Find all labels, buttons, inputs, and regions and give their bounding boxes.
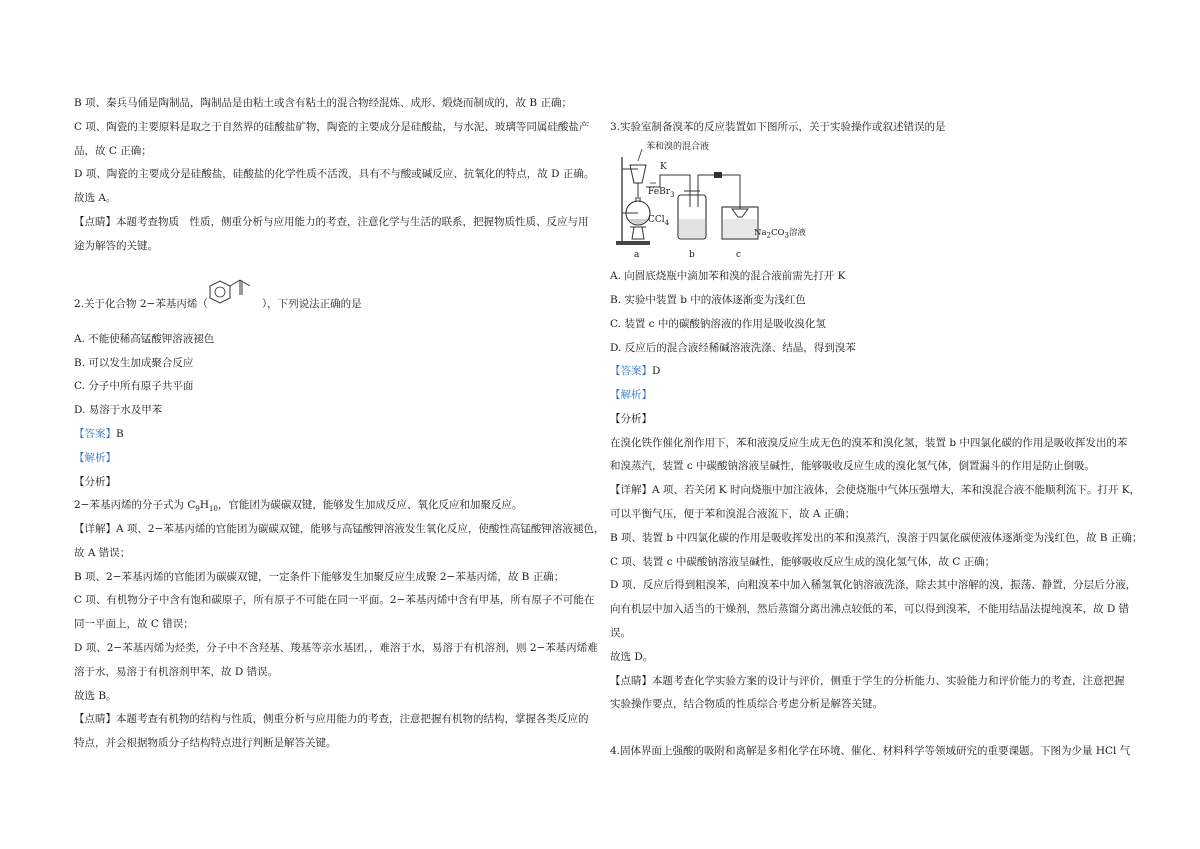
text-line: 【详解】A 项、2−苯基丙烯的官能团为碳碳双键，能够与高锰酸钾溶液发生氧化反应，使酸性高锰酸钾溶液褪色，: [74, 523, 605, 535]
text-line: B 项、秦兵马俑是陶制品，陶制品是由粘土或含有粘土的混合物经混炼、成形、煅烧而制成的，故 B 正确；: [74, 97, 572, 109]
label-febr3-sub: 3: [670, 190, 675, 199]
text-line: 同一平面上，故 C 错误；: [74, 618, 194, 630]
text-line: 品，故 C 正确；: [74, 145, 152, 157]
text-line: 故选 B。: [74, 690, 117, 702]
text-line: C 项、装置 c 中碳酸钠溶液呈碱性，能够吸收反应生成的溴化氢气体，故 C 正确；: [610, 556, 996, 568]
text-line: 误。: [610, 627, 631, 639]
answer-line: [610, 365, 660, 377]
text-line: D 项、反应后得到粗溴苯，向粗溴苯中加入稀氢氧化钠溶液洗涤，除去其中溶解的溴，振荡、静置，分层后分液，: [610, 579, 1137, 591]
fenxi-tag: 【分析】: [74, 476, 116, 488]
option-d: D. 易溶于水及甲苯: [74, 404, 163, 416]
label-ccl4: [648, 214, 669, 226]
text-line: 在溴化铁作催化剂作用下，苯和液溴反应生成无色的溴苯和溴化氢，装置 b 中四氯化碳的作用是吸收挥发出的苯: [610, 437, 1128, 449]
question-3-stem: 3.实验室制备溴苯的反应装置如下图所示，关于实验操作或叙述错误的是: [610, 121, 946, 133]
label-ccl4-sub: 4: [664, 218, 670, 227]
text-line: 向有机层中加入适当的干燥剂，然后蒸馏分离出沸点较低的苯，可以得到溴苯，不能用结晶法提纯溴苯，故 D 错: [610, 603, 1130, 615]
question-2-stem-b: ），下列说法正确的是: [261, 298, 362, 310]
text-line: C 项、有机物分子中含有饱和碳原子，所有原子不可能在同一平面。2−苯基丙烯中含有甲基，所有原子不可能在: [74, 594, 595, 606]
text-line: 故 A 错误；: [74, 547, 131, 559]
text-line: 特点，并会根据物质分子结构特点进行判断是解答关键。: [74, 737, 337, 749]
option-d: D. 反应后的混合液经稀碱溶液洗涤、结晶，得到溴苯: [610, 342, 856, 354]
label-na-sub: 2: [766, 231, 771, 240]
text-line: 【点睛】本题考查有机物的结构与性质，侧重分析与应用能力的考查，注意把握有机物的结构，掌握各类反应的: [74, 713, 589, 725]
answer-tag: 【答案】: [610, 365, 652, 377]
label-a: a: [634, 250, 640, 260]
option-c: C. 装置 c 中的碳酸钠溶液的作用是吸收溴化氢: [610, 318, 826, 330]
text-line: D 项、2−苯基丙烯为烃类，分子中不含羟基、羧基等亲水基团，，难溶于水，易溶于有机溶剂，则 2−苯基丙烯难: [74, 642, 598, 654]
analysis-tag: 【解析】: [610, 389, 652, 401]
apparatus-figure: [614, 139, 814, 261]
phenylpropene-structure-icon: [208, 277, 262, 311]
formula-line: [74, 499, 523, 514]
label-co-text: CO: [770, 228, 785, 238]
text-line: 【点睛】本题考查物质 性质，侧重分析与应用能力的考查，注意化学与生活的联系，把握物质性质、反应与用: [74, 216, 589, 228]
answer-value: D: [652, 365, 661, 377]
text-line: 故选 D。: [610, 651, 654, 663]
text-line: 溶于水，易溶于有机溶剂甲苯，故 D 错误。: [74, 666, 279, 678]
label-ccl4-text: CCl: [648, 215, 665, 225]
label-co-sub: 3: [784, 231, 789, 240]
option-a: A. 向圆底烧瓶中滴加苯和溴的混合液前需先打开 K: [610, 270, 846, 282]
label-mixture: 苯和溴的混合液: [646, 142, 710, 152]
text-line: 【点睛】本题考查化学实验方案的设计与评价，侧重于学生的分析能力、实验能力和评价能力的考查，注意把握: [610, 675, 1125, 687]
label-febr3-text: FeBr: [648, 187, 670, 197]
text-line: 实验操作要点，结合物质的性质综合考虑分析是解答关键。: [610, 698, 883, 710]
text-line: D 项、陶瓷的主要成分是硅酸盐，硅酸盐的化学性质不活泼，具有不与酸或碱反应、抗氧化的特点，故 D 正确。: [74, 168, 595, 180]
option-c: C. 分子中所有原子共平面: [74, 380, 194, 392]
label-na2co3: [754, 227, 806, 239]
formula-b: H: [199, 499, 209, 511]
formula-c: ，官能团为碳碳双键，能够发生加成反应、氧化反应和加聚反应。: [217, 499, 523, 511]
text-line: 可以平衡气压，便于苯和溴混合液流下，故 A 正确；: [610, 508, 856, 520]
label-k: K: [660, 162, 667, 172]
formula-sub-2: 10: [209, 505, 218, 514]
label-c: c: [736, 250, 742, 260]
fenxi-tag: 【分析】: [610, 413, 652, 425]
answer-tag: 【答案】: [74, 428, 116, 440]
text-line: 【详解】A 项、若关闭 K 时向烧瓶中加注液体，会使烧瓶中气体压强增大，苯和溴混合液不能顺利流下。打开 K，: [610, 484, 1141, 496]
option-b: B. 可以发生加成聚合反应: [74, 357, 194, 369]
text-line: 和溴蒸汽，装置 c 中碳酸钠溶液呈碱性，能够吸收反应生成的溴化氢气体，倒置漏斗的作用是防止倒吸。: [610, 460, 1096, 472]
answer-line: [74, 428, 124, 440]
text-line: 途为解答的关键。: [74, 240, 158, 252]
question-2-stem-a: 2.关于化合物 2−苯基丙烯（: [74, 298, 208, 310]
text-line: C 项、陶瓷的主要原料是取之于自然界的硅酸盐矿物，陶瓷的主要成分是硅酸盐，与水泥、玻璃等同属硅酸盐产: [74, 121, 590, 133]
option-b: B. 实验中装置 b 中的液体逐渐变为浅红色: [610, 294, 806, 306]
label-na-text: Na: [754, 228, 767, 238]
answer-value: B: [116, 428, 124, 440]
label-b: b: [689, 250, 695, 260]
text-line: B 项、2−苯基丙烯的官能团为碳碳双键，一定条件下能够发生加聚反应生成聚 2−苯基丙烯，故 B 正确；: [74, 571, 565, 583]
analysis-tag: 【解析】: [74, 452, 116, 464]
label-febr3: [648, 186, 674, 198]
label-solution-text: 溶液: [788, 228, 806, 238]
question-4-stem: 4.固体界面上强酸的吸附和离解是多相化学在环境、催化、材料科学等领域研究的重要课题。下图为少量 HCl 气: [610, 745, 1131, 757]
question-2-stem: [74, 297, 362, 311]
text-line: B 项、装置 b 中四氯化碳的作用是吸收挥发出的苯和溴蒸汽，溴溶于四氯化碳使液体逐渐变为浅红色，故 B 正确；: [610, 532, 1143, 544]
text-line: 故选 A。: [74, 192, 117, 204]
option-a: A. 不能使稀高锰酸钾溶液褪色: [74, 333, 215, 345]
apparatus-drawing: [614, 139, 814, 261]
formula-sub-1: 9: [195, 505, 200, 514]
formula-a: 2−苯基丙烯的分子式为 C: [74, 499, 196, 511]
